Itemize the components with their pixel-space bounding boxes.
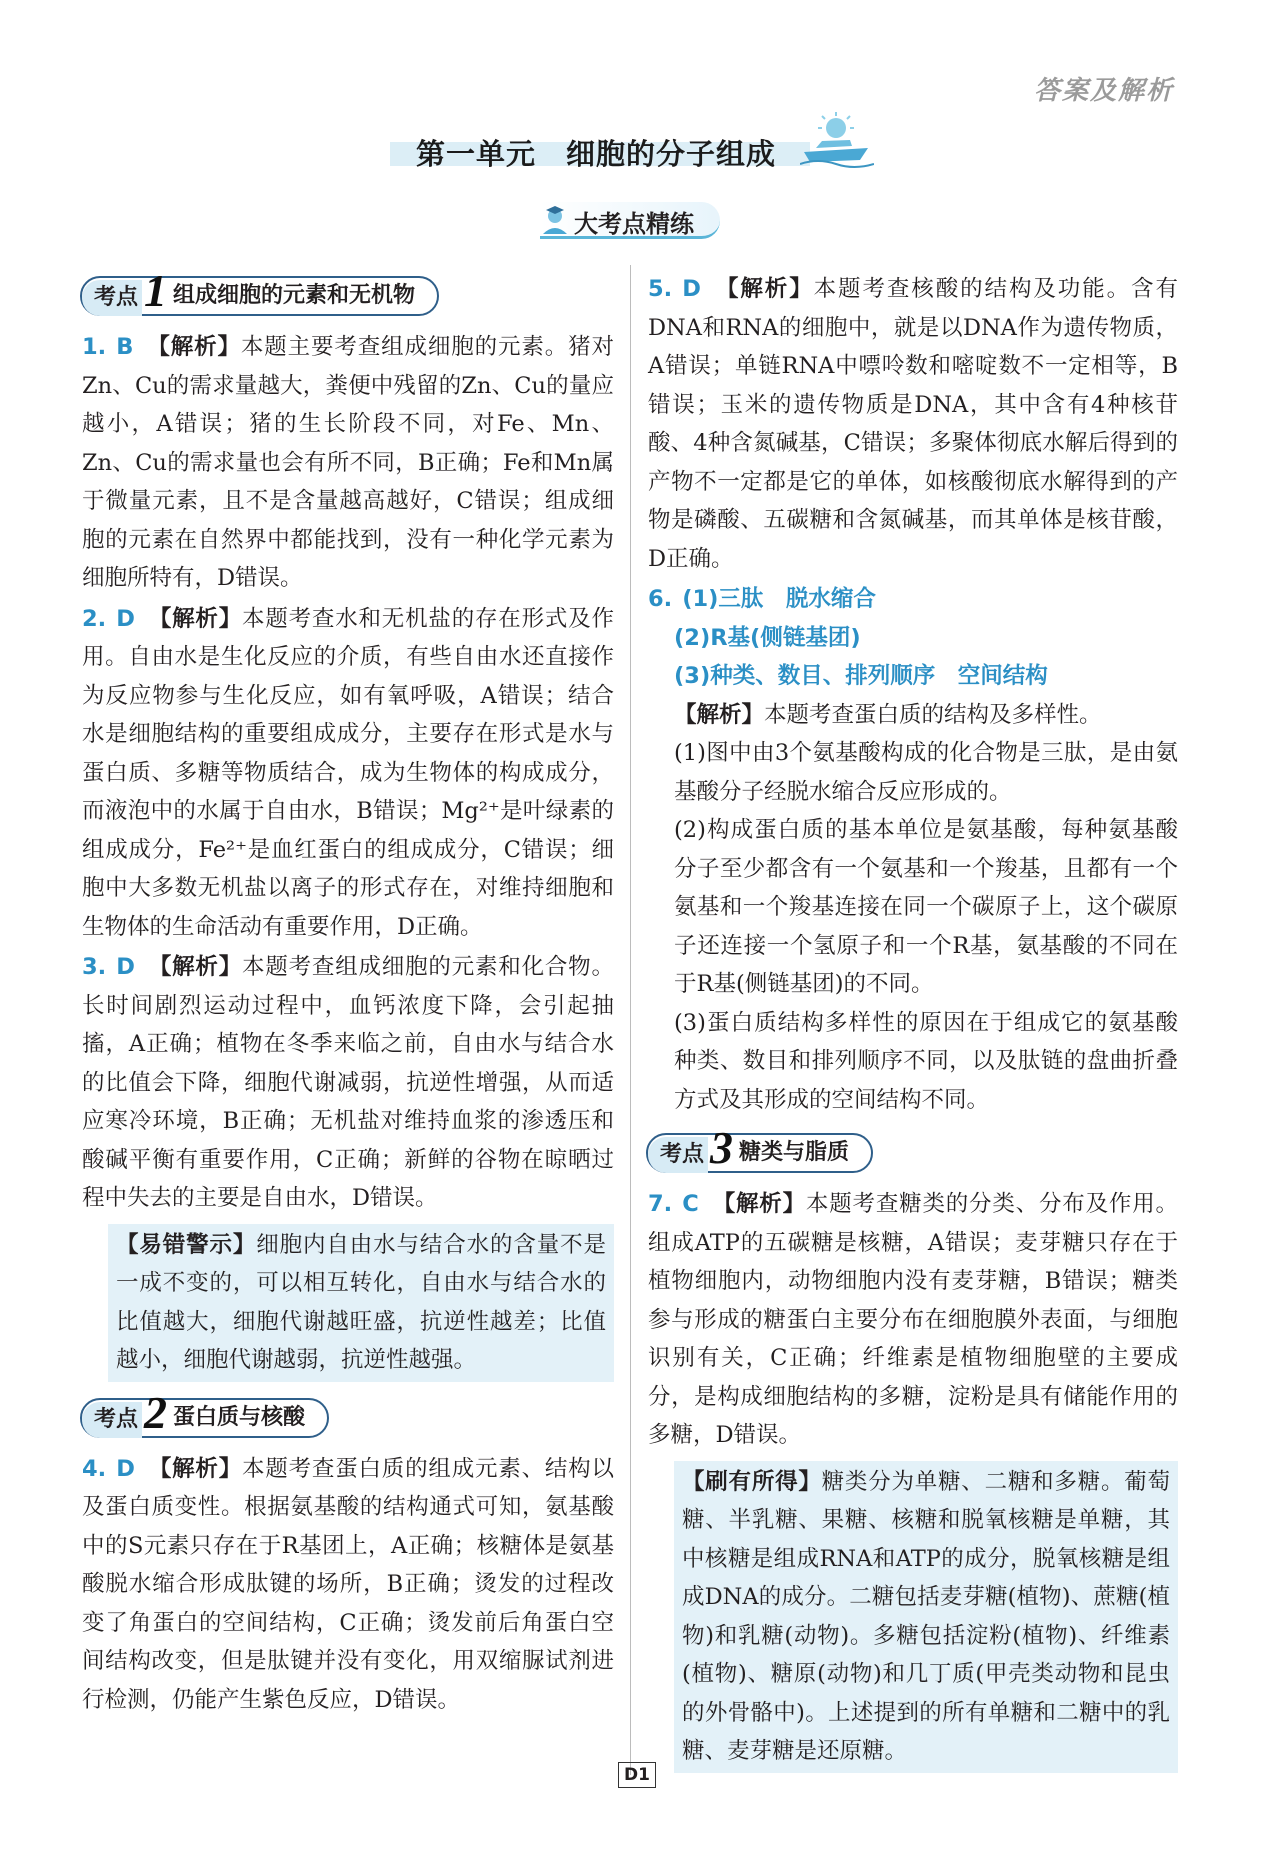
analysis-tag: 【解析】 xyxy=(712,1191,806,1217)
question-number: 1. xyxy=(82,334,107,360)
question-3 xyxy=(82,948,614,1218)
question-2 xyxy=(82,600,614,947)
header-label: 答案及解析 xyxy=(1033,76,1174,106)
analysis-tag: 【解析】 xyxy=(148,1455,243,1482)
answer-line-2: (2)R基(侧链基团) xyxy=(674,624,861,651)
section-heading-kp2 xyxy=(80,1386,614,1442)
section-title: 蛋白质与核酸 xyxy=(173,1404,306,1430)
subtitle: 大考点精练 xyxy=(574,210,694,238)
error-warning-note xyxy=(108,1224,614,1382)
question-number: 3. xyxy=(82,954,107,980)
section-pill xyxy=(80,1386,329,1438)
note-tag: 【易错警示】 xyxy=(116,1231,257,1258)
question-number: 7. xyxy=(648,1191,673,1217)
analysis-paragraph-1: (1)图中由3个氨基酸构成的化合物是三肽，是由氨基酸分子经脱水缩合反应形成的。 xyxy=(674,740,1178,805)
question-1 xyxy=(82,328,614,598)
answer-letter: B xyxy=(116,334,134,360)
note-tag: 【刷有所得】 xyxy=(682,1468,822,1495)
unit-title-block xyxy=(390,128,870,178)
analysis-text: 本题考查核酸的结构及功能。含有DNA和RNA的细胞中，就是以DNA作为遗传物质，A错误；单链RNA中嘌呤数和嘧啶数不一定相等，B错误；玉米的遗传物质是DNA，其中含有4种核苷酸、4种含氮碱基，C错误；多聚体彻底水解后得到的产物不一定都是它的单体，如核酸彻底水解得到的产物是磷酸、五碳糖和含氮碱基，而其单体是核苷酸，D正确。 xyxy=(648,276,1178,572)
right-column xyxy=(648,270,1178,1785)
analysis-text: 本题主要考查组成细胞的元素。猪对Zn、Cu的需求量越大，粪便中残留的Zn、Cu的量应越小，A错误；猪的生长阶段不同，对Fe、Mn、Zn、Cu的需求量也会有所不同，B正确；Fe和Mn属于微量元素，且不是含量越高越好，C错误；组成细胞的元素在自然界中都能找到，没有一种化学元素为细胞所特有，D错误。 xyxy=(82,334,614,591)
analysis-text: 本题考查组成细胞的元素和化合物。长时间剧烈运动过程中，血钙浓度下降，会引起抽搐，A正确；植物在冬季来临之前，自由水与结合水的比值会下降，细胞代谢减弱，抗逆性增强，从而适应寒冷环境，B正确；无机盐对维持血浆的渗透压和酸碱平衡有重要作用，C正确；新鲜的谷物在晾晒过程中失去的主要是自由水，D错误。 xyxy=(82,954,614,1211)
analysis-text: 本题考查糖类的分类、分布及作用。组成ATP的五碳糖是核糖，A错误；麦芽糖只存在于植物细胞内，动物细胞内没有麦芽糖，B错误；糖类参与形成的糖蛋白主要分布在细胞膜外表面，与细胞识别有关，C正确；纤维素是植物细胞壁的主要成分，是构成细胞结构的多糖，淀粉是具有储能作用的多糖，D错误。 xyxy=(648,1191,1178,1448)
question-number: 5. xyxy=(648,276,673,302)
analysis-text: 本题考查蛋白质的结构及多样性。 xyxy=(764,701,1102,728)
section-number: 2 xyxy=(144,1386,168,1438)
question-number: 6. xyxy=(648,586,673,612)
section-number: 1 xyxy=(144,265,168,316)
answer-line-1: (1)三肽 脱水缩合 xyxy=(682,586,876,612)
note-text: 细胞内自由水与结合水的含量不是一成不变的，可以相互转化，自由水与结合水的比值越大，细胞代谢越旺盛，抗逆性越差；比值越小，细胞代谢越弱，抗逆性越强。 xyxy=(116,1231,606,1373)
analysis-paragraph-2: (2)构成蛋白质的基本单位是氨基酸，每种氨基酸分子至少都含有一个氨基和一个羧基，且都有一个氨基和一个羧基连接在同一个碳原子上，这个碳原子还连接一个氢原子和一个R基，氨基酸的不同在于R基(侧链基团)的不同。 xyxy=(674,817,1178,997)
section-label: 考点 xyxy=(82,1402,142,1438)
section-heading-kp3 xyxy=(646,1122,1178,1177)
section-pill xyxy=(80,265,439,316)
page-number: D1 xyxy=(618,1762,656,1788)
analysis-paragraph-3: (3)蛋白质结构多样性的原因在于组成它的氨基酸种类、数目和排列顺序不同，以及肽链的盘曲折叠方式及其形成的空间结构不同。 xyxy=(674,1009,1178,1113)
section-title: 组成细胞的元素和无机物 xyxy=(173,283,416,308)
section-heading-kp1 xyxy=(80,265,614,320)
section-number: 3 xyxy=(710,1122,734,1173)
analysis-text: 本题考查蛋白质的组成元素、结构以及蛋白质变性。根据氨基酸的结构通式可知，氨基酸中的S元素只存在于R基团上，A正确；核糖体是氨基酸脱水缩合形成肽键的场所，B正确；烫发的过程改变了角蛋白的空间结构，C正确；烫发前后角蛋白空间结构改变，但是肽键并没有变化，用双缩脲试剂进行检测，仍能产生紫色反应，D错误。 xyxy=(82,1455,614,1713)
ship-icon xyxy=(800,112,874,170)
section-pill xyxy=(646,1122,873,1173)
analysis-tag: 【解析】 xyxy=(715,276,814,302)
section-label: 考点 xyxy=(82,280,142,316)
column-divider xyxy=(630,265,631,1775)
answer-line-3: (3)种类、数目、排列顺序 空间结构 xyxy=(674,663,1048,689)
note-text: 糖类分为单糖、二糖和多糖。葡萄糖、半乳糖、果糖、核糖和脱氧核糖是单糖，其中核糖是组成RNA和ATP的成分，脱氧核糖是组成DNA的成分。二糖包括麦芽糖(植物)、蔗糖(植物)和乳糖(动物)。多糖包括淀粉(植物)、纤维素(植物)、糖原(动物)和几丁质(甲壳类动物和昆虫的外骨骼中)。上述提到的所有单糖和二糖中的乳糖、麦芽糖是还原糖。 xyxy=(682,1468,1170,1764)
analysis-intro xyxy=(648,696,1178,735)
question-7 xyxy=(648,1185,1178,1455)
question-number: 4. xyxy=(82,1455,107,1482)
section-label: 考点 xyxy=(648,1137,708,1173)
answer-letter: D xyxy=(116,605,135,632)
analysis-tag: 【解析】 xyxy=(674,701,765,728)
answer-letter: D xyxy=(116,954,135,980)
question-6 xyxy=(648,580,1178,1119)
left-column xyxy=(82,265,614,1721)
analysis-tag: 【解析】 xyxy=(147,334,241,360)
summary-note xyxy=(674,1461,1178,1773)
question-number: 2. xyxy=(82,605,107,632)
graduate-icon xyxy=(540,204,570,236)
analysis-text: 本题考查水和无机盐的存在形式及作用。自由水是生化反应的介质，有些自由水还直接作为反应物参与生化反应，如有氧呼吸，A错误；结合水是细胞结构的重要组成成分，主要存在形式是水与蛋白质、多糖等物质结合，成为生物体的构成成分，而液泡中的水属于自由水，B错误；Mg²⁺是叶绿素的组成成分，Fe²⁺是血红蛋白的组成成分，C错误；细胞中大多数无机盐以离子的形式存在，对维持细胞和生物体的生命活动有重要作用，D正确。 xyxy=(82,605,614,940)
answer-letter: D xyxy=(116,1455,135,1482)
section-title: 糖类与脂质 xyxy=(739,1140,850,1165)
analysis-tag: 【解析】 xyxy=(148,954,243,980)
question-5 xyxy=(648,270,1178,578)
answer-letter: C xyxy=(682,1191,699,1217)
unit-title: 第一单元 细胞的分子组成 xyxy=(416,137,777,171)
answer-letter: D xyxy=(682,276,701,302)
analysis-tag: 【解析】 xyxy=(148,605,243,632)
question-4 xyxy=(82,1450,614,1720)
